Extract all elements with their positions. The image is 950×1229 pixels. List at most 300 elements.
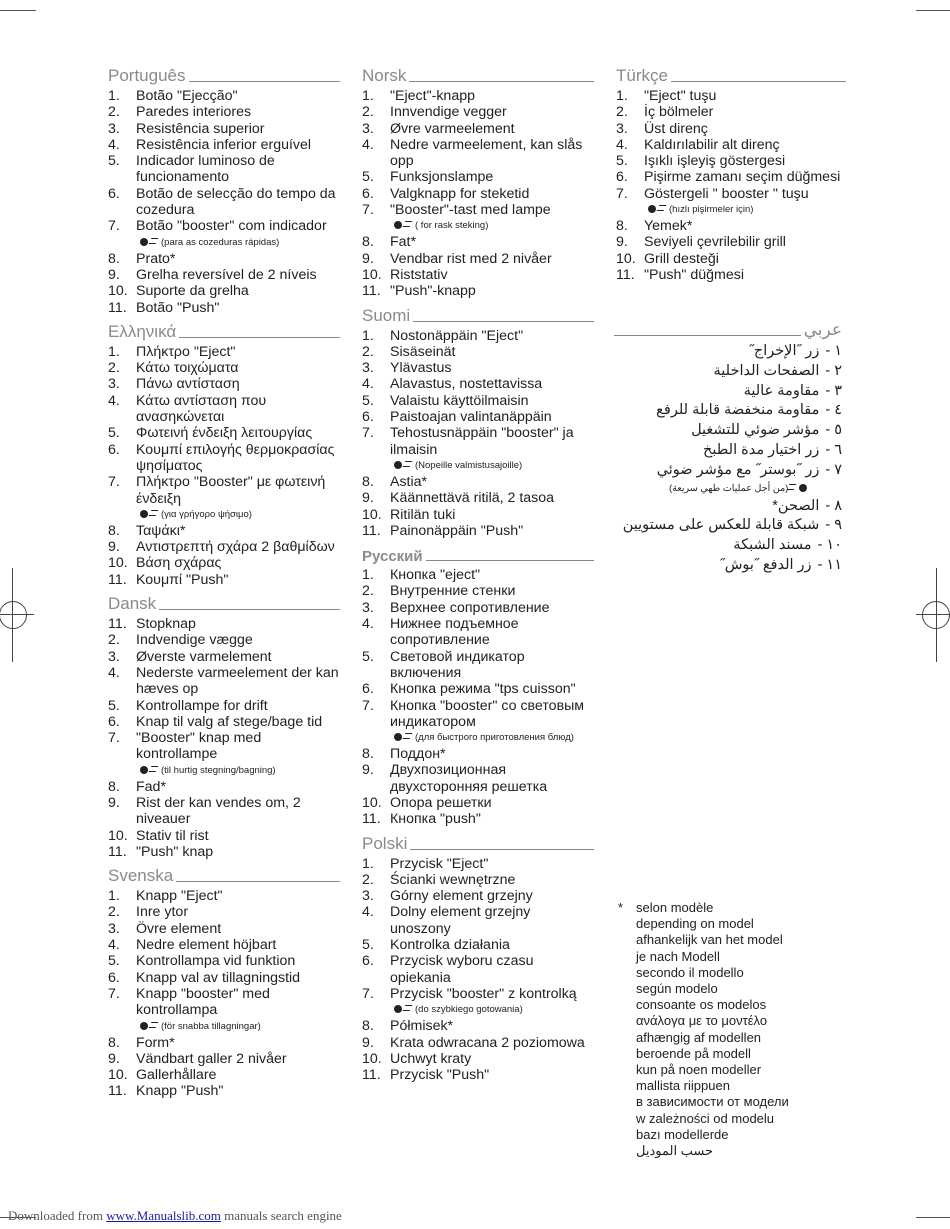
list-item [362, 490, 594, 506]
item-number: 3. [362, 360, 374, 377]
item-text [390, 393, 594, 409]
item-label: Innvendige vegger [390, 104, 507, 121]
list-item [362, 811, 594, 827]
item-text [136, 779, 340, 795]
item-number: 4. [108, 937, 120, 954]
item-number: 10. [362, 1050, 382, 1067]
item-text [390, 425, 594, 474]
item-text [390, 698, 594, 747]
list-item [108, 218, 340, 250]
model-footnote [618, 900, 848, 1159]
item-text [390, 169, 594, 185]
item-text [390, 409, 594, 425]
item-number: 3. [362, 120, 374, 137]
item-label: Pişirme zamanı seçim düğmesi [644, 169, 841, 186]
item-label: Нижнее подъемное сопротивление [390, 616, 519, 649]
item-label: Botão "Push" [136, 299, 220, 316]
item-number: ١٠ - [817, 537, 842, 554]
item-label: Dolny element grzejny unoszony [390, 904, 531, 937]
item-label: الصحن* [772, 497, 820, 514]
list-item [362, 888, 594, 904]
list-item [108, 616, 340, 632]
list-item [108, 714, 340, 730]
item-text [136, 442, 340, 475]
item-label: زر ˝الإخراج˝ [749, 343, 820, 359]
list-item [108, 442, 340, 475]
item-label: Knapp "booster" med kontrollampa [136, 985, 270, 1019]
item-label: Indvendige vægge [136, 632, 253, 649]
item-text [390, 344, 594, 360]
item-label: Верхнее сопротивление [390, 599, 550, 616]
item-number: 2. [616, 104, 628, 121]
list-item [362, 267, 594, 283]
item-number: ٧ - [825, 461, 842, 478]
item-number: 8. [108, 250, 120, 267]
item-text [390, 1035, 594, 1051]
section-title: Svenska [108, 866, 174, 886]
item-number: 6. [616, 169, 628, 186]
booster-icon [657, 205, 667, 211]
item-text [136, 104, 340, 120]
item-label: Botão "Ejecção" [136, 88, 238, 104]
item-number: 3. [108, 648, 120, 665]
item-text [136, 828, 340, 844]
speed-note [136, 235, 340, 251]
list-item [614, 421, 842, 441]
list-item [108, 376, 340, 392]
item-text [614, 536, 812, 556]
item-number: 5. [108, 425, 120, 442]
item-text [614, 441, 819, 461]
item-number: 1. [108, 343, 120, 360]
item-text [136, 632, 340, 648]
item-text [390, 104, 594, 120]
list-item [362, 328, 594, 344]
manualslib-link[interactable]: www.Manualslib.com [106, 1208, 221, 1223]
list-item [108, 970, 340, 986]
item-number: 11. [108, 616, 127, 633]
item-label: Κουμπί επιλογής θερμοκρασίας ψησίματος [136, 441, 335, 474]
item-text [644, 186, 846, 218]
footnote-line: secondo il modello [636, 964, 744, 980]
item-text [136, 888, 340, 904]
item-label: Botão "booster" com indicador [136, 218, 327, 235]
item-number: 7. [108, 985, 120, 1002]
item-number: ٦ - [825, 441, 842, 458]
list-item [362, 567, 594, 583]
section-title: Suomi [362, 305, 411, 325]
item-label: Yemek* [644, 218, 693, 235]
item-label: "Push"-knapp [390, 283, 476, 300]
list-item [362, 186, 594, 202]
item-text [614, 516, 819, 536]
item-number: 2. [108, 632, 120, 649]
list-item [108, 904, 340, 920]
section-title: عربي [803, 320, 842, 339]
item-label: Göstergeli " booster " tuşu [644, 185, 809, 202]
item-number: 11. [362, 811, 381, 828]
item-label: Ylävastus [390, 360, 452, 377]
language-section [362, 832, 594, 1084]
item-label: Vendbar rist med 2 nivåer [390, 250, 552, 267]
lamp-dot-icon [140, 1022, 148, 1030]
item-text [390, 762, 594, 795]
item-text [136, 539, 340, 555]
lamp-dot-icon [140, 510, 148, 518]
section-header [108, 592, 340, 614]
item-label: Опора решетки [390, 794, 492, 811]
lamp-dot-icon [648, 205, 656, 213]
item-number: 3. [616, 120, 628, 137]
item-text [136, 376, 340, 392]
item-number: 5. [362, 169, 374, 186]
item-label: Πλήκτρο "Booster" με φωτεινή ένδειξη [136, 474, 326, 507]
item-label: Ταψάκι* [136, 522, 186, 539]
list-item [108, 283, 340, 299]
item-text [390, 283, 594, 299]
item-label: Inre ytor [136, 904, 189, 921]
item-text [390, 681, 594, 697]
speed-note [390, 730, 594, 746]
item-text [136, 153, 340, 186]
item-number: 6. [108, 969, 120, 986]
parts-list [362, 88, 594, 300]
item-text [390, 251, 594, 267]
item-text [390, 507, 594, 523]
list-item [362, 88, 594, 104]
item-label: Półmisek* [390, 1018, 454, 1035]
language-section [362, 64, 594, 300]
item-number: 2. [362, 871, 374, 888]
item-number: 4. [362, 616, 374, 633]
item-text [136, 616, 340, 632]
item-text [136, 970, 340, 986]
item-label: زر الدفع ˝بوش˝ [719, 556, 812, 573]
list-item [362, 600, 594, 616]
item-number: 5. [616, 153, 628, 170]
list-item [362, 169, 594, 185]
section-title: Türkçe [616, 66, 668, 85]
footnote-lines [636, 900, 848, 1159]
list-item [362, 856, 594, 872]
item-label: زر اختيار مدة الطبخ [703, 441, 820, 458]
parts-list [108, 616, 340, 860]
item-text [390, 986, 594, 1018]
list-item [362, 872, 594, 888]
item-label: Przycisk "Push" [390, 1067, 490, 1084]
item-label: Górny element grzejny [390, 888, 533, 905]
language-section [362, 304, 594, 540]
item-number: ٩ - [825, 517, 842, 534]
list-item [616, 153, 846, 169]
speed-note [136, 1019, 340, 1035]
list-item [362, 251, 594, 267]
item-text [136, 795, 340, 828]
item-number: 7. [362, 697, 374, 714]
item-label: Κουμπί "Push" [136, 571, 229, 588]
item-number: 4. [616, 136, 628, 153]
item-text [614, 401, 819, 421]
booster-icon [149, 766, 159, 772]
list-item [108, 828, 340, 844]
list-item [362, 121, 594, 137]
item-number: 6. [362, 953, 374, 970]
item-number: 9. [108, 266, 120, 283]
list-item [362, 746, 594, 762]
item-text [390, 872, 594, 888]
item-number: 4. [108, 392, 120, 409]
item-label: Кнопка "booster" со световым индикатором [390, 697, 585, 730]
list-item [108, 425, 340, 441]
list-item [108, 555, 340, 571]
list-item [108, 153, 340, 186]
list-item [362, 1018, 594, 1034]
item-number: 10. [616, 250, 636, 267]
item-label: İç bölmeler [644, 104, 714, 121]
list-item [614, 362, 842, 382]
language-section [616, 64, 846, 283]
item-number: ٨ - [825, 497, 842, 514]
list-item [108, 632, 340, 648]
list-item [362, 507, 594, 523]
item-text [390, 186, 594, 202]
booster-icon [403, 221, 413, 227]
list-item [362, 649, 594, 682]
section-header [362, 832, 594, 854]
item-number: 1. [616, 88, 628, 104]
list-item [616, 267, 846, 283]
item-text [390, 490, 594, 506]
item-text [614, 556, 812, 576]
item-text [644, 104, 846, 120]
item-number: 11. [108, 1083, 127, 1100]
section-rule [413, 321, 594, 322]
footnote-line: je nach Modell [636, 948, 720, 964]
list-item [362, 104, 594, 120]
item-number: 10. [108, 1067, 128, 1084]
list-item [614, 516, 842, 536]
section-header [362, 64, 594, 86]
list-item [362, 360, 594, 376]
item-number: ١١ - [817, 556, 842, 573]
item-number: 9. [108, 1050, 120, 1067]
item-label: Поддон* [390, 746, 446, 763]
column-3 [616, 64, 846, 287]
item-text [136, 1051, 340, 1067]
item-text [136, 300, 340, 316]
item-text [390, 649, 594, 682]
item-text [390, 267, 594, 283]
item-text [390, 121, 594, 137]
section-header [362, 543, 594, 565]
item-number: 8. [108, 778, 120, 795]
item-text [390, 795, 594, 811]
item-number: 3. [108, 920, 120, 937]
section-rule [176, 881, 340, 882]
item-number: 6. [108, 185, 120, 202]
list-item [108, 267, 340, 283]
parts-list [614, 342, 842, 576]
item-text [390, 328, 594, 344]
item-label: Gallerhållare [136, 1067, 217, 1084]
item-number: ٥ - [825, 422, 842, 439]
list-item [616, 88, 846, 104]
item-number: 10. [108, 555, 128, 572]
item-label: Przycisk wyboru czasu opiekania [390, 953, 534, 986]
item-label: Valgknapp for steketid [390, 185, 530, 202]
footnote-line: afhankelijk van het model [636, 932, 783, 948]
item-text [136, 665, 340, 698]
item-text [644, 251, 846, 267]
list-item [108, 844, 340, 860]
item-number: 3. [362, 888, 374, 905]
item-number: 4. [108, 664, 120, 681]
column-2 [362, 64, 594, 1087]
item-label: Paredes interiores [136, 104, 252, 121]
list-item [362, 202, 594, 234]
item-number: 1. [362, 855, 374, 872]
list-item [362, 1051, 594, 1067]
item-number: 7. [362, 425, 374, 442]
item-label: Κάτω τοιχώματα [136, 360, 239, 377]
item-text [136, 88, 340, 104]
list-item [362, 344, 594, 360]
item-label: Nostonäppäin "Eject" [390, 327, 524, 344]
lamp-dot-icon [140, 238, 148, 246]
list-item [108, 730, 340, 779]
item-text [136, 714, 340, 730]
item-text [390, 360, 594, 376]
list-item [108, 474, 340, 523]
list-item [108, 360, 340, 376]
language-section [108, 320, 340, 588]
lamp-dot-icon [394, 221, 402, 229]
item-number: 7. [108, 474, 120, 491]
item-text [644, 234, 846, 250]
footnote-line: mallista riippuen [636, 1078, 730, 1094]
list-item [616, 121, 846, 137]
list-item [108, 186, 340, 219]
item-label: "Eject"-knapp [390, 88, 475, 104]
item-number: 6. [362, 681, 374, 698]
note-text: (για γρήγορο ψήσιμο) [161, 508, 252, 520]
footnote-line: kun på noen modeller [636, 1062, 762, 1078]
item-text [390, 1051, 594, 1067]
section-title: Dansk [108, 594, 157, 614]
item-text [390, 523, 594, 539]
item-label: Botão de selecção do tempo da cozedura [136, 185, 336, 219]
item-text [614, 497, 819, 517]
item-label: Stopknap [136, 616, 196, 633]
item-text [136, 1035, 340, 1051]
item-label: Işıklı işleyiş göstergesi [644, 153, 786, 170]
item-label: Form* [136, 1034, 175, 1051]
item-text [390, 937, 594, 953]
item-text [136, 844, 340, 860]
item-number: 8. [108, 522, 120, 539]
item-label: Световой индикатор включения [390, 648, 525, 681]
item-text [136, 730, 340, 779]
item-text [390, 567, 594, 583]
section-header [616, 64, 846, 86]
item-text [390, 583, 594, 599]
item-label: Κάτω αντίσταση που ανασηκώνεται [136, 392, 267, 426]
item-number: 9. [362, 250, 374, 267]
list-item [362, 953, 594, 986]
item-text [136, 474, 340, 523]
list-item [614, 382, 842, 402]
item-number: 5. [362, 392, 374, 409]
crop-mark [0, 10, 36, 11]
item-label: Funksjonslampe [390, 169, 494, 186]
item-number: 8. [362, 1018, 374, 1035]
item-number: 5. [108, 953, 120, 970]
item-label: Кнопка "eject" [390, 567, 481, 584]
list-item [108, 1035, 340, 1051]
item-text [136, 186, 340, 219]
item-label: Πλήκτρο "Eject" [136, 343, 236, 360]
note-text: (til hurtig stegning/bagning) [161, 764, 276, 776]
item-label: Przycisk "Eject" [390, 855, 489, 872]
item-text [390, 376, 594, 392]
list-item [108, 665, 340, 698]
item-number: ٢ - [825, 362, 842, 379]
speed-note [390, 1002, 594, 1018]
list-item [362, 681, 594, 697]
item-text [136, 904, 340, 920]
item-text [136, 251, 340, 267]
item-number: 7. [362, 202, 374, 219]
item-text [644, 169, 846, 185]
lamp-dot-icon [394, 461, 402, 469]
item-label: Fad* [136, 778, 166, 795]
item-label: Stativ til rist [136, 827, 209, 844]
item-text [644, 121, 846, 137]
item-label: "Push" knap [136, 843, 214, 860]
list-item [108, 1083, 340, 1099]
crop-mark [916, 1217, 950, 1218]
item-label: Rist der kan vendes om, 2 niveauer [136, 794, 301, 828]
item-label: Kontrolka działania [390, 937, 510, 954]
download-footer [8, 1208, 342, 1224]
item-label: Seviyeli çevrilebilir grill [644, 234, 786, 251]
item-label: Prato* [136, 250, 176, 267]
item-label: "Booster"-tast med lampe [390, 202, 551, 219]
item-label: Øvre varmeelement [390, 120, 515, 137]
footnote-line: afhængig af modellen [636, 1029, 762, 1045]
note-text: ( for rask steking) [415, 220, 489, 232]
list-item [614, 461, 842, 497]
item-label: Krata odwracana 2 poziomowa [390, 1034, 585, 1051]
item-text [390, 811, 594, 827]
item-text [390, 474, 594, 490]
item-number: 1. [362, 327, 374, 344]
item-text [614, 342, 819, 362]
arabic-section [614, 318, 842, 576]
item-text [136, 698, 340, 714]
item-number: 2. [108, 104, 120, 121]
section-header [108, 864, 340, 886]
item-number: 7. [108, 218, 120, 235]
item-text [136, 137, 340, 153]
booster-icon [403, 733, 413, 739]
footnote-line: bazı modellerde [636, 1126, 729, 1142]
list-item [108, 251, 340, 267]
item-number: 4. [362, 904, 374, 921]
item-text [136, 921, 340, 937]
item-label: Кнопка режима "tps cuisson" [390, 681, 576, 698]
list-item [362, 283, 594, 299]
